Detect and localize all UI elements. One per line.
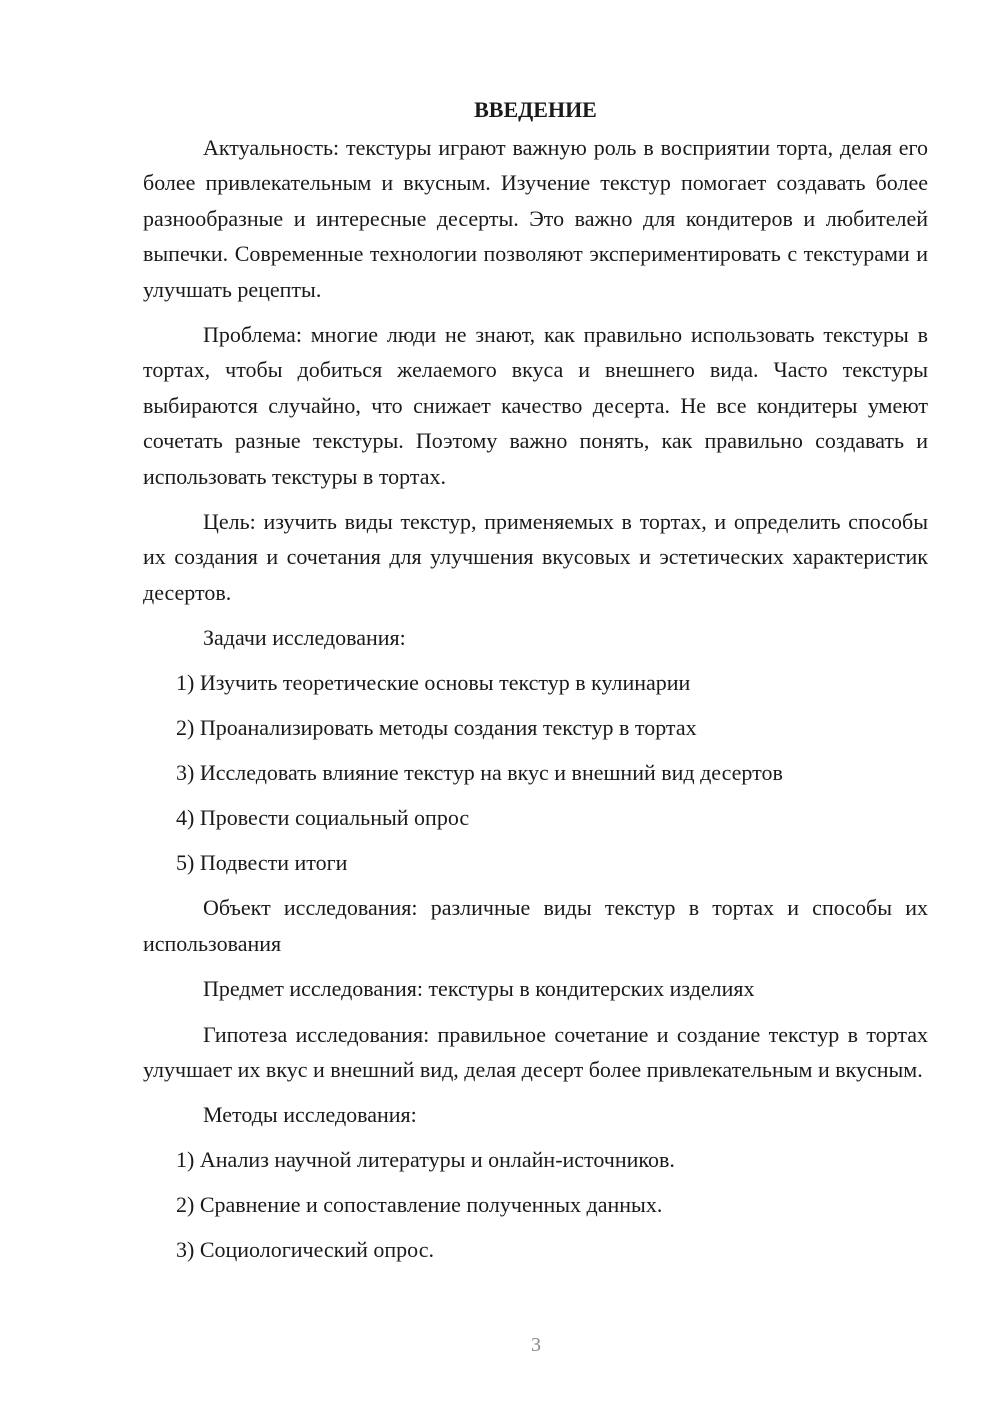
task-item: 2) Проанализировать методы создания текстур в тортах (176, 715, 697, 741)
relevance-paragraph: Актуальность: текстуры играют важную роль в восприятии торта, делая его более привлекательным и вкусным. Изучение текстур помогает создавать более разнообразные и интересные десерты. Это важно для кондитеров и любителей выпечки. Современные технологии позволяют экспериментировать с текстурами и улучшать рецепты. (143, 135, 928, 302)
methods-label: Методы исследования: (203, 1102, 417, 1128)
tasks-label: Задачи исследования: (203, 625, 406, 651)
method-item: 1) Анализ научной литературы и онлайн-источников. (176, 1147, 675, 1173)
task-item: 4) Провести социальный опрос (176, 805, 470, 831)
method-item: 3) Социологический опрос. (176, 1237, 434, 1263)
goal-paragraph: Цель: изучить виды текстур, применяемых в тортах, и определить способы их создания и сочетания для улучшения вкусовых и эстетических характеристик десертов. (143, 509, 928, 605)
page-number: 3 (531, 1334, 541, 1356)
object-paragraph: Объект исследования: различные виды текстур в тортах и способы их использования (143, 895, 928, 956)
problem-paragraph: Проблема: многие люди не знают, как правильно использовать текстуры в тортах, чтобы добиться желаемого вкуса и внешнего вида. Часто текстуры выбираются случайно, что снижает качество десерта. Не все кондитеры умеют сочетать разные текстуры. Поэтому важно понять, как правильно создавать и использовать текстуры в тортах. (143, 322, 928, 489)
document-page (143, 94, 928, 1277)
task-item: 1) Изучить теоретические основы текстур в кулинарии (176, 670, 691, 696)
hypothesis-paragraph: Гипотеза исследования: правильное сочетание и создание текстур в тортах улучшает их вкус и внешний вид, делая десерт более привлекательным и вкусным. (143, 1021, 928, 1082)
subject-paragraph: Предмет исследования: текстуры в кондитерских изделиях (203, 976, 755, 1002)
task-item: 3) Исследовать влияние текстур на вкус и внешний вид десертов (176, 760, 783, 786)
tasks-list (143, 665, 928, 880)
method-item: 2) Сравнение и сопоставление полученных данных. (176, 1192, 663, 1218)
methods-list (143, 1142, 928, 1267)
page-title: ВВЕДЕНИЕ (474, 97, 597, 122)
task-item: 5) Подвести итоги (176, 850, 348, 876)
